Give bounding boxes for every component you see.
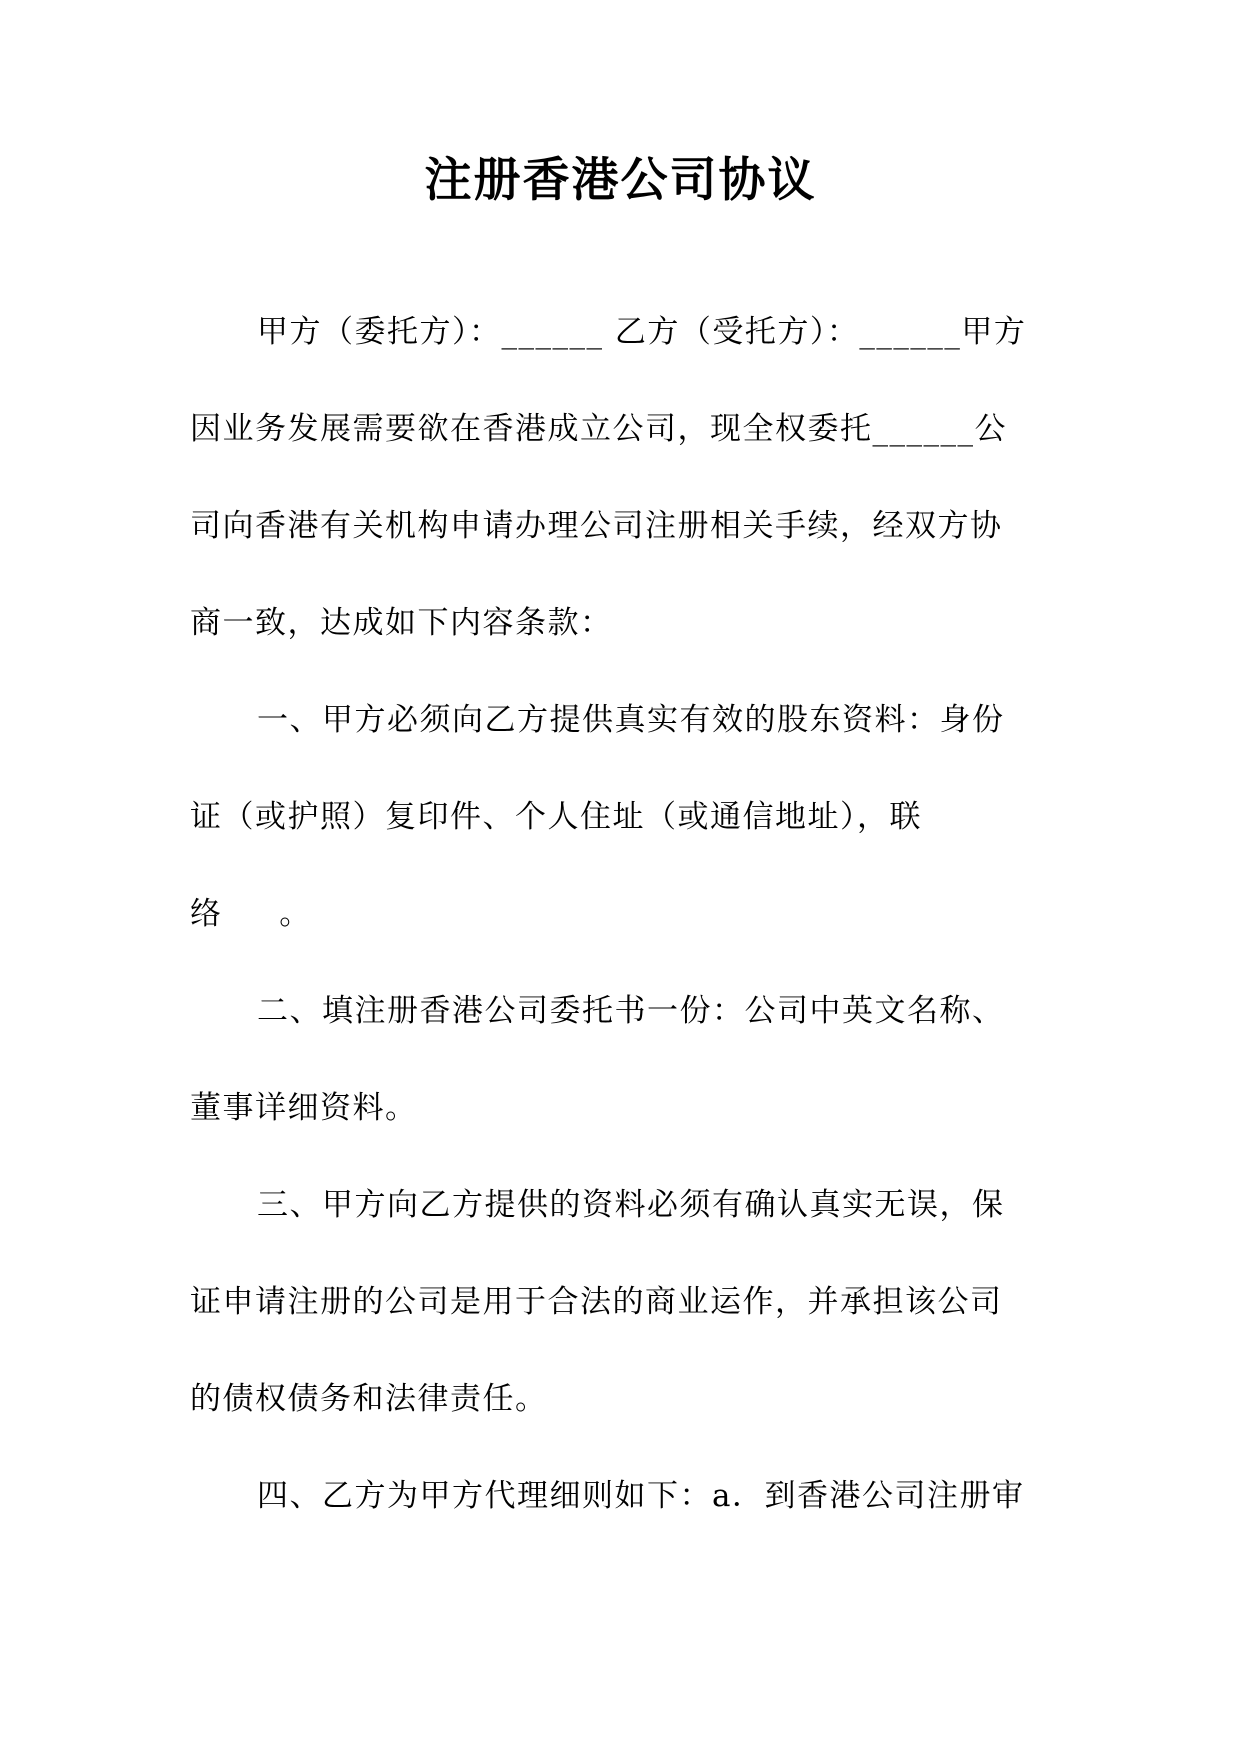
clause-3-line: 的债权债务和法律责任。	[190, 1381, 548, 1417]
paragraph-line: 商一致，达成如下内容条款：	[190, 605, 613, 641]
party-line: 甲方（委托方）：______ 乙方（受托方）：______甲方	[257, 314, 1027, 350]
clause-3-line: 三、甲方向乙方提供的资料必须有确认真实无误，保	[257, 1187, 1005, 1223]
clause-3-line: 证申请注册的公司是用于合法的商业运作，并承担该公司	[190, 1284, 1003, 1320]
clause-1-line: 证（或护照）复印件、个人住址（或通信地址），联	[190, 799, 922, 835]
clause-1-line: 一、甲方必须向乙方提供真实有效的股东资料：身份	[257, 702, 1005, 738]
document-title: 注册香港公司协议	[424, 153, 817, 208]
paragraph-line: 因业务发展需要欲在香港成立公司，现全权委托______公	[190, 411, 1007, 447]
clause-4-line: 四、乙方为甲方代理细则如下：a．到香港公司注册审	[257, 1478, 1025, 1514]
clause-2-line: 董事详细资料。	[190, 1090, 418, 1126]
paragraph-line: 司向香港有关机构申请办理公司注册相关手续，经双方协	[190, 508, 1003, 544]
clause-2-line: 二、填注册香港公司委托书一份：公司中英文名称、	[257, 993, 1005, 1029]
clause-1-line: 络 。	[190, 896, 312, 932]
